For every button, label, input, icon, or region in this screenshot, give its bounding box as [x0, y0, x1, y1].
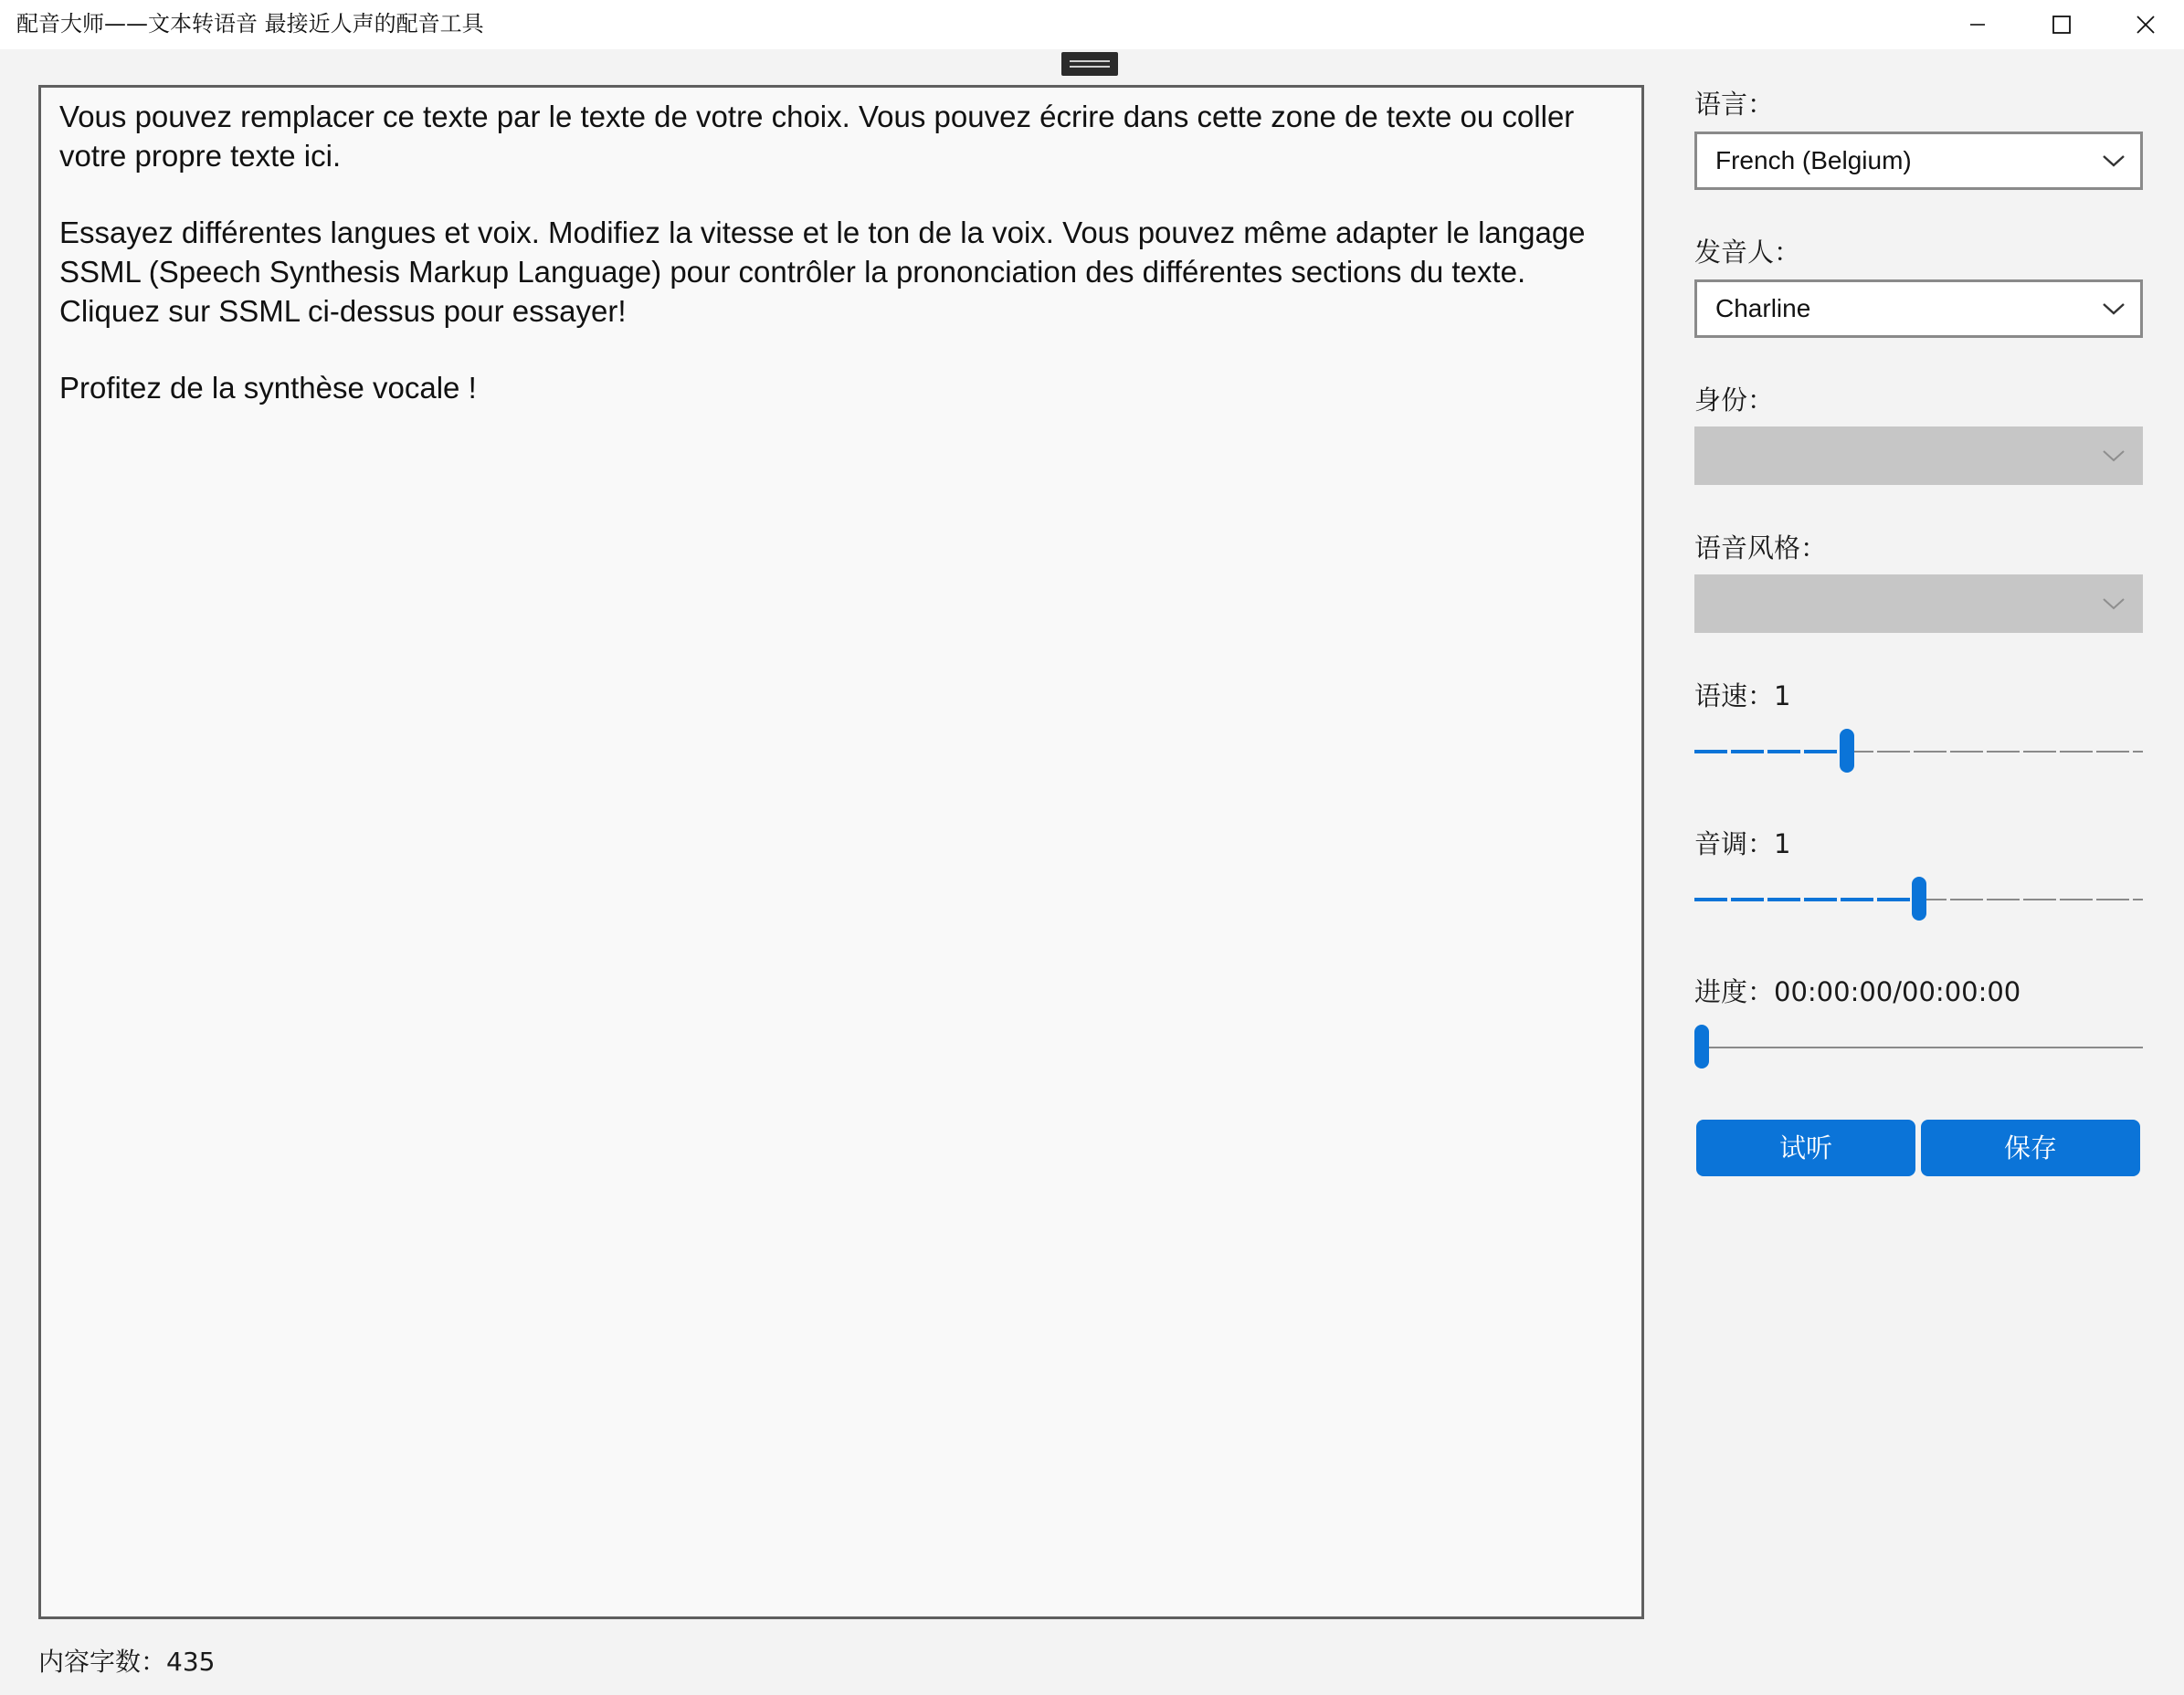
slider-thumb[interactable] [1694, 1025, 1709, 1069]
char-count-label: 内容字数：435 [38, 1647, 216, 1677]
role-label: 身份： [1694, 384, 1775, 416]
drag-handle-icon[interactable] [1061, 52, 1118, 76]
close-icon [2136, 15, 2156, 35]
language-value: French (Belgium) [1715, 146, 1912, 174]
minimize-button[interactable] [1936, 0, 2020, 49]
speed-slider[interactable] [1694, 729, 2143, 774]
preview-button[interactable]: 试听 [1696, 1120, 1915, 1176]
maximize-button[interactable] [2020, 0, 2104, 49]
editor-paragraph: Vous pouvez remplacer ce texte par le texte de votre choix. Vous pouvez écrire dans cette zone de texte ou coller votre propre texte ici. [59, 100, 1575, 173]
voice-style-select [1694, 574, 2143, 633]
progress-label: 进度：00:00:00/00:00:00 [1694, 976, 2021, 1007]
role-select [1694, 426, 2143, 485]
pitch-slider[interactable] [1694, 877, 2143, 922]
speaker-select[interactable] [1694, 279, 2143, 338]
speaker-value: Charline [1715, 294, 1811, 322]
language-select[interactable] [1694, 132, 2143, 190]
speed-label: 语速：1 [1694, 680, 1791, 711]
minimize-icon [1968, 16, 1987, 34]
slider-track [1694, 1047, 2143, 1048]
close-button[interactable] [2104, 0, 2184, 49]
pitch-label: 音调：1 [1694, 828, 1791, 859]
slider-thumb[interactable] [1840, 729, 1854, 773]
chevron-down-icon [2102, 300, 2126, 317]
window-title: 配音大师——文本转语音 最接近人声的配音工具 [16, 11, 484, 37]
voice-style-label: 语音风格： [1694, 532, 1828, 563]
slider-fill [1694, 898, 1919, 901]
chevron-down-icon [2102, 447, 2126, 464]
save-button[interactable]: 保存 [1921, 1120, 2140, 1176]
progress-slider[interactable] [1694, 1025, 2143, 1070]
editor-paragraph: Essayez différentes langues et voix. Modifiez la vitesse et le ton de la voix. Vous pouvez même adapter le langage SSML (Speech Synthesis Markup Language) pour contrôler la prononciation des différentes sections du texte. Cliquez sur SSML ci-dessus pour essayer! [59, 216, 1586, 328]
editor-paragraph: Profitez de la synthèse vocale ! [59, 371, 477, 405]
maximize-icon [2052, 15, 2072, 35]
chevron-down-icon [2102, 153, 2126, 169]
text-editor[interactable] [38, 85, 1644, 1619]
slider-fill [1694, 750, 1847, 753]
chevron-down-icon [2102, 595, 2126, 612]
language-label: 语言： [1694, 89, 1775, 120]
title-bar[interactable] [0, 0, 2184, 49]
slider-thumb[interactable] [1912, 877, 1926, 921]
speaker-label: 发音人： [1694, 237, 1801, 268]
